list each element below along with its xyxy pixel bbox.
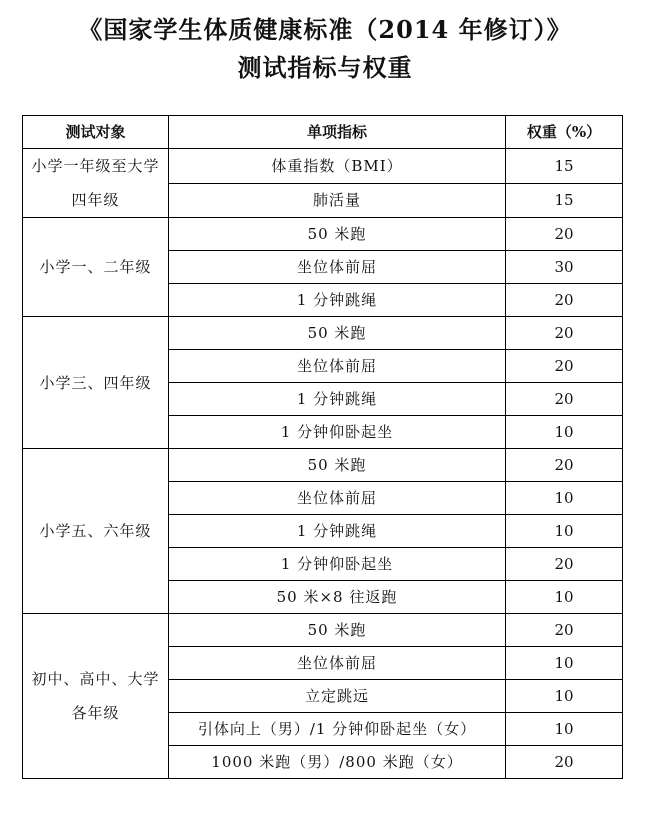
table-row (23, 614, 623, 647)
indicator-cell: 坐位体前屈 (169, 482, 506, 515)
table-row (23, 449, 623, 482)
group-target-cell: 小学三、四年级 (23, 317, 169, 449)
weight-cell: 20 (506, 317, 623, 350)
weight-cell: 20 (506, 614, 623, 647)
weight-cell: 15 (506, 149, 623, 184)
weight-cell: 15 (506, 183, 623, 218)
indicator-cell: 50 米跑 (169, 218, 506, 251)
document-subtitle: 测试指标与权重 (237, 53, 413, 82)
weights-table (22, 115, 623, 779)
weight-cell: 10 (506, 416, 623, 449)
document-title: 《国家学生体质健康标准（2014 年修订）》 (78, 15, 572, 44)
indicator-cell: 50 米跑 (169, 449, 506, 482)
indicator-cell: 引体向上（男）/1 分钟仰卧起坐（女） (169, 713, 506, 746)
indicator-cell: 1 分钟仰卧起坐 (169, 416, 506, 449)
indicator-cell: 1 分钟仰卧起坐 (169, 548, 506, 581)
indicator-cell: 50 米跑 (169, 614, 506, 647)
weight-cell: 10 (506, 482, 623, 515)
weight-cell: 20 (506, 449, 623, 482)
weight-cell: 20 (506, 746, 623, 779)
header-target: 测试对象 (23, 116, 169, 149)
group-target-cell: 初中、高中、大学各年级 (23, 614, 169, 779)
header-indicator: 单项指标 (169, 116, 506, 149)
weight-cell: 10 (506, 647, 623, 680)
indicator-cell: 1 分钟跳绳 (169, 383, 506, 416)
indicator-cell: 体重指数（BMI） (169, 149, 506, 184)
indicator-cell: 坐位体前屈 (169, 350, 506, 383)
weight-cell: 10 (506, 713, 623, 746)
weight-cell: 20 (506, 218, 623, 251)
table-row (23, 317, 623, 350)
group-target-cell: 小学一、二年级 (23, 218, 169, 317)
indicator-cell: 50 米×8 往返跑 (169, 581, 506, 614)
weight-cell: 20 (506, 350, 623, 383)
group-target-cell: 小学五、六年级 (23, 449, 169, 614)
indicator-cell: 立定跳远 (169, 680, 506, 713)
weight-cell: 10 (506, 680, 623, 713)
indicator-cell: 1000 米跑（男）/800 米跑（女） (169, 746, 506, 779)
group-target-cell: 小学一年级至大学四年级 (23, 149, 169, 218)
indicator-cell: 坐位体前屈 (169, 647, 506, 680)
table-row (23, 149, 623, 184)
indicator-cell: 1 分钟跳绳 (169, 515, 506, 548)
indicator-cell: 50 米跑 (169, 317, 506, 350)
weight-cell: 20 (506, 383, 623, 416)
weight-cell: 30 (506, 251, 623, 284)
header-weight: 权重（%） (506, 116, 623, 149)
weight-cell: 20 (506, 548, 623, 581)
indicator-cell: 坐位体前屈 (169, 251, 506, 284)
table-header-row (23, 116, 623, 149)
table-row (23, 218, 623, 251)
indicator-cell: 肺活量 (169, 183, 506, 218)
weight-cell: 10 (506, 515, 623, 548)
table-body (23, 149, 623, 779)
indicator-cell: 1 分钟跳绳 (169, 284, 506, 317)
weight-cell: 20 (506, 284, 623, 317)
weight-cell: 10 (506, 581, 623, 614)
